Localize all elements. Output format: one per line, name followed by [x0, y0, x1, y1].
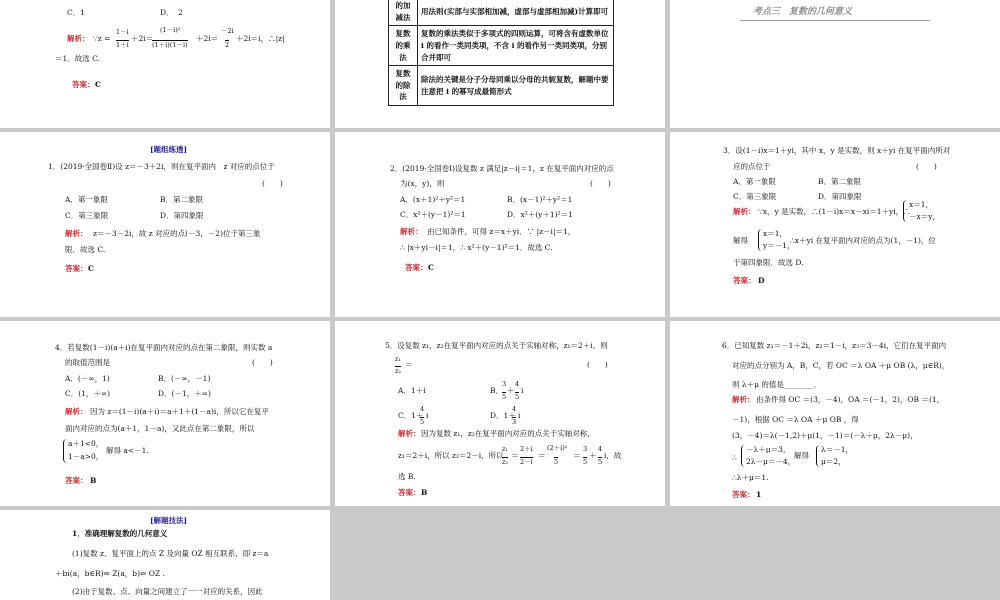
section-header: [解题技法]: [150, 516, 188, 525]
answer-value: B: [421, 488, 428, 497]
option-c: C．1: [67, 8, 86, 17]
solution-text-2: 面内对应的点为(a＋1，1－a)，又此点在第二象限，所以: [65, 424, 255, 433]
solution-text-3: 解得 a<－1.: [106, 446, 149, 455]
therefore-symbol: ∴: [732, 453, 737, 462]
row-value: 复数的乘法类似于多项式的四则运算，可将含有虚数单位 i 的看作一类同类项，不含 i 的看作另一类同类项，分别合并即可: [418, 26, 614, 66]
solution-label: 解析：: [398, 429, 421, 438]
opt-b-den: 5: [502, 393, 507, 401]
answer-label: 答案：: [398, 488, 421, 497]
technique-text-3: (2)由于复数、点、向量之间建立了一一对应的关系，因此: [72, 587, 263, 596]
slide-9[interactable]: [670, 321, 1000, 506]
solution-label: 解析：: [400, 227, 423, 236]
slide-10[interactable]: [0, 510, 330, 600]
solution-text-1: 因为复数 z₁，z₂在复平面内对应的点关于实轴对称，: [421, 429, 595, 438]
sol-frac-3-num: (2＋i)²: [547, 444, 568, 452]
opt-b-den2: 5: [515, 393, 520, 401]
option-d: D．第四象限: [160, 211, 204, 220]
table-row: [389, 26, 614, 66]
slide-4[interactable]: [0, 132, 330, 317]
solution-text-3: 选 B.: [398, 472, 416, 481]
slide-5[interactable]: [335, 132, 665, 317]
answer-value: D: [758, 276, 765, 285]
solution-text-1: ∵z =: [93, 34, 111, 43]
sol-eq-4: ＋: [589, 451, 597, 460]
solution-label: 解析：: [732, 395, 755, 404]
sol-frac-5-den: 5: [598, 458, 603, 466]
option-a: A．(x＋1)²＋y²＝1: [400, 195, 466, 204]
table-row: [389, 0, 614, 26]
solution-text-3: ＋2i＝: [196, 34, 219, 43]
option-b: B．(－∞，－1): [158, 374, 211, 383]
slide-3[interactable]: [670, 0, 1000, 128]
solution-text-1: z＝－3－2i，故 z 对应的点(－3，－2)位于第三象: [93, 229, 261, 238]
technique-text-1: (1)复数 z、复平面上的点 Z 及向量 OZ 相互联系，即 z＝a: [72, 549, 269, 558]
sol-frac-4-den: 5: [583, 458, 588, 466]
slide-6[interactable]: [670, 132, 1000, 317]
option-d: D．第四象限: [818, 192, 862, 201]
option-c: C．第三象限: [65, 211, 109, 220]
option-d: D．: [160, 8, 174, 17]
system-2-line-b: μ＝2，: [821, 457, 846, 466]
option-c: C．(1，＋∞): [65, 389, 111, 398]
sol-eq-3: ＝: [573, 451, 581, 460]
frac-1-den: 1＋i: [116, 41, 129, 49]
system-line-a: a＋1<0，: [68, 439, 104, 448]
slide-1[interactable]: [0, 0, 330, 128]
row-key: 复数的除法: [389, 66, 418, 106]
sol-eq-1: ＝: [511, 451, 519, 460]
opt-c-den: 5: [420, 418, 425, 426]
option-c: C．1＋: [398, 411, 424, 420]
opt-d-den: 3: [512, 418, 517, 426]
solution-text-4: ＋2i＝i，∴|z|: [236, 34, 285, 43]
solution-label: 解析：: [67, 34, 90, 43]
answer-value: B: [90, 476, 97, 485]
opt-b-mid: ＋: [507, 386, 515, 395]
solution-text-1: 由已知条件，可得 z＝x＋yi．∵ |z－i|＝1，: [427, 227, 576, 236]
sol-frac-5-num: 4: [598, 445, 603, 453]
option-c: C．第三象限: [733, 192, 777, 201]
sol-frac-1-num: z₁: [502, 445, 509, 453]
opt-d-num: 4: [512, 405, 517, 413]
q-eq: ＝: [405, 360, 413, 369]
system-1-line-a: x＝1，: [909, 200, 934, 209]
solution-text-1: 由条件得 OC ＝(3，－4)，OA ＝(－1，2)，OB ＝(1，: [756, 395, 945, 404]
answer-value: C: [428, 263, 434, 272]
solution-text-3: (3，－4)＝λ(－1,2)＋μ(1，－1)＝(－λ＋μ，2λ－μ)，: [732, 431, 918, 440]
system-brace-1: [741, 445, 745, 467]
technique-point-1: 1．准确理解复数的几何意义: [72, 529, 168, 538]
system-1-line-a: －λ＋μ＝3，: [746, 445, 791, 454]
question-text-1: 2．(2019·全国卷Ⅰ)设复数 z 满足|z－i|＝1，z 在复平面内对应的点: [390, 164, 614, 173]
option-d: D．x²＋(y＋1)²＝1: [507, 210, 573, 219]
sol-frac-4-num: 3: [583, 445, 588, 453]
question-text-2: 的取值范围是: [65, 358, 110, 367]
option-b: B．: [490, 386, 504, 395]
opt-b-num2: 4: [515, 380, 520, 388]
option-a: A．第一象限: [65, 195, 108, 204]
answer-paren: ( ): [590, 179, 611, 188]
solution-label: 解析：: [733, 207, 756, 216]
system-brace: [63, 439, 67, 463]
answer-label: 答案：: [405, 263, 428, 272]
question-text-2: 为(x，y)，则: [400, 179, 445, 188]
frac-3-num: －2i: [221, 27, 234, 35]
opt-d-end: i: [518, 411, 521, 420]
answer-paren: ( ): [262, 179, 283, 188]
system-brace-2: [758, 229, 762, 251]
option-a: A．第一象限: [733, 177, 776, 186]
frac-2-den: (1＋i)(1－i): [152, 41, 188, 49]
sol-frac-2-den: 2－i: [520, 458, 533, 466]
option-b: B．(x－1)²＋y²＝1: [507, 195, 573, 204]
solution-text-2: －1)，根据 OC ＝λ OA ＋μ OB ，得: [732, 415, 859, 424]
slide-7[interactable]: [0, 321, 330, 506]
operations-table: [388, 0, 614, 106]
slide-8[interactable]: [335, 321, 665, 506]
answer-paren: ( ): [252, 358, 273, 367]
option-b: B．第二象限: [818, 177, 862, 186]
row-key: 复数的乘法: [389, 26, 418, 66]
frac-3-den: 2: [225, 41, 230, 49]
opt-b-end: i: [521, 386, 524, 395]
sol-eq-5: i，故: [604, 451, 622, 460]
section-title: 考点三 复数的几何意义: [753, 7, 853, 17]
option-a: A．1＋i: [398, 386, 426, 395]
solution-text-4: 于第四象限．故选 D.: [733, 258, 804, 267]
solution-text-2: 解得: [733, 236, 748, 245]
system-2-line-a: λ＝－1，: [821, 445, 854, 454]
option-b: B．第二象限: [160, 195, 204, 204]
q-frac-den: z₂: [395, 367, 402, 375]
section-header: [题组练透]: [150, 145, 188, 154]
opt-b-num: 3: [502, 380, 507, 388]
answer-paren: ( ): [587, 360, 608, 369]
question-text-2: 对应的点分别为 A，B，C，若 OC ＝λ OA ＋μ OB (λ，μ∈R)，: [732, 361, 950, 370]
row-value: 用法则(实部与实部相加减，虚部与虚部相加减)计算即可: [418, 0, 614, 26]
option-d-value: 2: [178, 8, 183, 17]
option-c: C．x²＋(y－1)²＝1: [400, 210, 466, 219]
system-2-line-a: x＝1，: [763, 229, 788, 238]
opt-c-end: i: [426, 411, 429, 420]
answer-value: C: [95, 80, 101, 89]
question-text-2: 应的点位于: [733, 162, 771, 171]
solution-label: 解析：: [65, 407, 88, 416]
row-value: 除法的关键是分子分母同乘以分母的共轭复数，解题中要注意把 i 的幂写成最简形式: [418, 66, 614, 106]
solution-text-2: ∴ |x＋yi－i|＝1，∴ x²＋(y－1)²＝1．故选 C.: [400, 243, 553, 252]
solution-text-5: ＝1．故选 C.: [55, 54, 101, 63]
opt-c-num: 4: [420, 405, 425, 413]
question-text-1: 3．设(1－i)x＝1＋yi，其中 x，y 是实数，则 x＋yi 在复平面内所对: [723, 146, 951, 155]
question-text: 1．(2019·全国卷Ⅱ)设 z＝－3＋2i，则在复平面内 z 对应的点位于: [48, 162, 275, 171]
frac-2-num: (1－i)²: [160, 26, 181, 34]
title-underline: [740, 20, 930, 21]
frac-1-num: 1－i: [116, 28, 129, 36]
question-text-1: 6．已知复数 z₁＝－1＋2i，z₂＝1－i，z₃＝3－4i，它们在复平面内: [722, 341, 947, 350]
solution-text-2: 限．故选 C.: [65, 245, 106, 254]
answer-value: 1: [756, 490, 762, 499]
option-a: A．(－∞，1): [65, 374, 110, 383]
solution-text-1: ∵x，y 是实数，∴(1－i)x＝x－xi＝1＋yi，∴: [758, 207, 911, 216]
question-text-3: 则 λ＋μ 的值是________．: [732, 380, 822, 389]
solution-text-2: ＋2i＝: [131, 34, 154, 43]
system-brace-1: [903, 200, 907, 222]
solution-label: 解析：: [65, 229, 88, 238]
question-text-1: 4．若复数(1－i)(a＋i)在复平面内对应的点在第二象限，则实数 a: [55, 343, 273, 352]
system-1-line-b: 2λ－μ＝－4，: [746, 457, 796, 466]
q-frac-num: z₁: [395, 355, 402, 363]
system-line-b: 1－a>0，: [68, 452, 104, 461]
solution-text-2: z₁＝2＋i，所以 z₂＝2－i，所以: [398, 451, 504, 460]
sol-frac-3-den: 5: [554, 458, 559, 466]
answer-label: 答案：: [65, 476, 88, 485]
solution-text-4: 解得: [794, 451, 809, 460]
sol-frac-2-num: 2＋i: [520, 445, 533, 453]
answer-value: C: [88, 264, 94, 273]
option-d: D．(－1，＋∞): [158, 389, 211, 398]
answer-paren: ( ): [916, 162, 937, 171]
answer-label: 答案：: [65, 264, 88, 273]
system-1-line-b: －x＝y，: [909, 212, 940, 221]
answer-label: 答案：: [72, 80, 95, 89]
sol-eq-2: ＝: [538, 451, 546, 460]
sol-frac-1-den: z₂: [502, 458, 509, 466]
question-text-1: 5．设复数 z₁，z₂在复平面内对应的点关于实轴对称，z₁＝2＋i，则: [385, 341, 608, 350]
technique-text-2: ＋bi(a，b∈R)⇔ Z(a，b)⇔ OZ .: [55, 569, 165, 578]
row-key: 的加减法: [389, 0, 418, 26]
answer-label: 答案：: [732, 490, 755, 499]
answer-label: 答案：: [733, 276, 756, 285]
system-2-line-b: y＝－1，: [763, 241, 795, 250]
solution-text-1: 因为 z＝(1－i)(a＋i)＝a＋1＋(1－a)i，所以它在复平: [90, 407, 269, 416]
solution-text-3: ∴x＋yi 在复平面内对应的点为(1，－1)，位: [790, 236, 936, 245]
option-d: D．1＋: [490, 411, 516, 420]
table-row: [389, 66, 614, 106]
slide-2[interactable]: [335, 0, 665, 128]
system-brace-2: [816, 445, 820, 467]
solution-text-5: ∴λ＋μ＝1.: [732, 473, 769, 482]
